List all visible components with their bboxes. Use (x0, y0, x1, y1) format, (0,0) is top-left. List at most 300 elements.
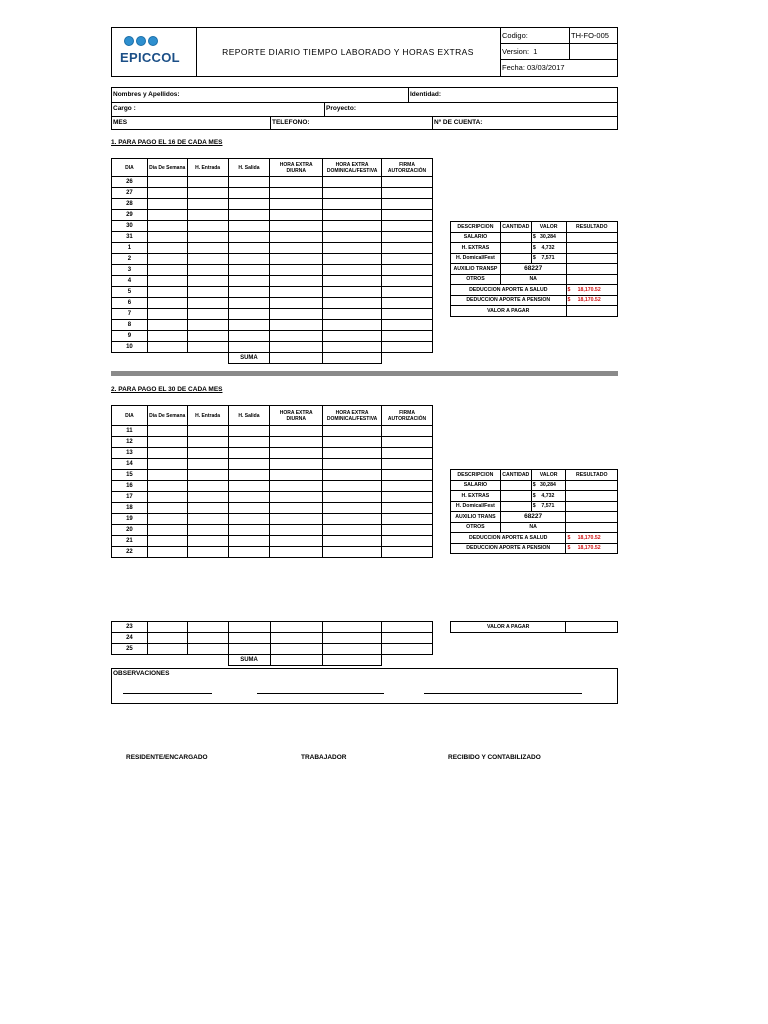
time-entry-cell[interactable] (228, 342, 270, 353)
company-logo (112, 28, 197, 76)
time-entry-cell[interactable] (382, 622, 433, 633)
time-entry-cell[interactable] (270, 481, 323, 492)
time-entry-cell[interactable] (187, 199, 228, 210)
time-entry-cell[interactable] (147, 232, 187, 243)
section1-table (111, 158, 433, 364)
time-entry-cell[interactable] (147, 514, 187, 525)
time-entry-cell[interactable] (323, 331, 382, 342)
time-entry-cell[interactable] (382, 177, 433, 188)
time-entry-cell[interactable] (323, 536, 382, 547)
col-h-salida: H. Salida (228, 159, 270, 177)
cantidad-cell[interactable] (500, 243, 531, 254)
time-entry-cell[interactable] (323, 448, 382, 459)
time-entry-cell[interactable] (147, 210, 187, 221)
time-entry-cell[interactable] (323, 298, 382, 309)
auxilio-label: AUXILIO TRANS (451, 512, 501, 523)
col-dia-semana: Dia De Semana (147, 159, 187, 177)
time-entry-cell[interactable] (270, 536, 323, 547)
cantidad-cell[interactable] (500, 501, 531, 512)
time-entry-cell[interactable] (270, 470, 323, 481)
resultado-cell[interactable] (566, 480, 618, 491)
time-entry-cell[interactable] (147, 633, 187, 644)
signature-line-trabajador[interactable] (257, 693, 384, 694)
day-number: 11 (112, 426, 148, 437)
day-number: 25 (112, 644, 148, 655)
time-entry-cell[interactable] (323, 426, 382, 437)
section1-heading: 1. PARA PAGO EL 16 DE CADA MES (111, 139, 223, 146)
time-entry-cell[interactable] (382, 633, 433, 644)
resultado-cell[interactable] (566, 512, 618, 523)
day-row (112, 276, 433, 287)
time-entry-cell[interactable] (323, 320, 382, 331)
summary-header: RESULTADO (566, 222, 617, 233)
time-entry-cell[interactable] (228, 265, 270, 276)
time-entry-cell[interactable] (270, 331, 323, 342)
time-entry-cell[interactable] (382, 265, 433, 276)
logo-circles-icon (124, 36, 158, 46)
otros-label: OTROS (451, 274, 501, 285)
time-entry-cell[interactable] (270, 426, 323, 437)
time-entry-cell[interactable] (270, 492, 323, 503)
time-entry-cell[interactable] (147, 481, 187, 492)
otros-value: NA (500, 274, 566, 285)
time-entry-cell[interactable] (382, 448, 433, 459)
logo-text: EPICCOL (120, 50, 180, 65)
time-entry-cell[interactable] (147, 525, 187, 536)
time-entry-cell[interactable] (382, 481, 433, 492)
time-entry-cell[interactable] (382, 514, 433, 525)
day-number: 8 (112, 320, 148, 331)
time-entry-cell[interactable] (323, 481, 382, 492)
time-entry-cell[interactable] (147, 342, 187, 353)
time-entry-cell[interactable] (187, 221, 228, 232)
time-entry-cell[interactable] (147, 470, 187, 481)
time-entry-cell[interactable] (270, 622, 323, 633)
time-entry-cell[interactable] (228, 243, 270, 254)
day-number: 1 (112, 243, 148, 254)
time-entry-cell[interactable] (147, 309, 187, 320)
time-entry-cell[interactable] (270, 514, 323, 525)
time-entry-cell[interactable] (147, 492, 187, 503)
time-entry-cell[interactable] (187, 459, 228, 470)
time-entry-cell[interactable] (228, 481, 270, 492)
day-number: 9 (112, 331, 148, 342)
time-entry-cell[interactable] (147, 265, 187, 276)
valor-pagar-cell[interactable] (566, 306, 617, 317)
time-entry-cell[interactable] (147, 298, 187, 309)
time-entry-cell[interactable] (323, 254, 382, 265)
time-entry-cell[interactable] (187, 525, 228, 536)
day-number: 31 (112, 232, 148, 243)
time-entry-cell[interactable] (228, 177, 270, 188)
time-entry-cell[interactable] (228, 309, 270, 320)
document-meta (500, 28, 617, 76)
time-entry-cell[interactable] (323, 514, 382, 525)
time-entry-cell[interactable] (270, 633, 323, 644)
time-entry-cell[interactable] (228, 448, 270, 459)
time-entry-cell[interactable] (187, 503, 228, 514)
time-entry-cell[interactable] (323, 547, 382, 558)
time-entry-cell[interactable] (323, 342, 382, 353)
time-entry-cell[interactable] (187, 448, 228, 459)
time-entry-cell[interactable] (382, 298, 433, 309)
time-entry-cell[interactable] (270, 503, 323, 514)
time-entry-cell[interactable] (228, 210, 270, 221)
time-entry-cell[interactable] (382, 342, 433, 353)
time-entry-cell[interactable] (228, 503, 270, 514)
time-entry-cell[interactable] (323, 210, 382, 221)
extras-label: H. EXTRAS (451, 491, 501, 502)
time-entry-cell[interactable] (187, 481, 228, 492)
time-entry-cell[interactable] (228, 426, 270, 437)
time-entry-cell[interactable] (147, 622, 187, 633)
time-entry-cell[interactable] (228, 536, 270, 547)
time-entry-cell[interactable] (228, 298, 270, 309)
day-row (112, 210, 433, 221)
time-entry-cell[interactable] (382, 536, 433, 547)
time-entry-cell[interactable] (187, 210, 228, 221)
telefono-field[interactable]: TELEFONO: (270, 116, 434, 130)
resultado-cell[interactable] (566, 522, 618, 533)
time-entry-cell[interactable] (382, 644, 433, 655)
day-number: 2 (112, 254, 148, 265)
employee-info (111, 87, 618, 130)
col-firma: FIRMA AUTORIZACIÓN (382, 406, 433, 426)
section-divider (111, 371, 618, 376)
codigo-row (500, 28, 617, 44)
col-extra-diurna: HORA EXTRA DIURNA (270, 406, 323, 426)
time-entry-cell[interactable] (270, 448, 323, 459)
auxilio-label: AUXILIO TRANSP (451, 264, 501, 275)
signature-line-residente[interactable] (123, 693, 212, 694)
col-extra-diurna: HORA EXTRA DIURNA (270, 159, 323, 177)
time-entry-cell[interactable] (147, 448, 187, 459)
suma-cell[interactable] (270, 353, 323, 364)
auxilio-value: 68227 (500, 264, 566, 275)
time-entry-cell[interactable] (187, 622, 228, 633)
time-entry-cell[interactable] (323, 221, 382, 232)
time-entry-cell[interactable] (228, 287, 270, 298)
time-entry-cell[interactable] (228, 331, 270, 342)
time-entry-cell[interactable] (187, 547, 228, 558)
time-entry-cell[interactable] (270, 437, 323, 448)
time-entry-cell[interactable] (187, 188, 228, 199)
suma-label: SUMA (228, 655, 270, 666)
day-number: 6 (112, 298, 148, 309)
time-entry-cell[interactable] (382, 276, 433, 287)
time-entry-cell[interactable] (228, 633, 270, 644)
time-entry-cell[interactable] (228, 644, 270, 655)
identidad-field[interactable]: Identidad: (408, 88, 619, 102)
signature-line-recibido[interactable] (424, 693, 582, 694)
mes-field[interactable]: MES (113, 119, 128, 126)
resultado-cell[interactable] (566, 491, 618, 502)
time-entry-cell[interactable] (270, 199, 323, 210)
time-entry-cell[interactable] (187, 470, 228, 481)
day-row (112, 470, 433, 481)
time-entry-cell[interactable] (270, 644, 323, 655)
day-number: 3 (112, 265, 148, 276)
time-entry-cell[interactable] (323, 309, 382, 320)
time-entry-cell[interactable] (382, 470, 433, 481)
time-entry-cell[interactable] (270, 276, 323, 287)
time-entry-cell[interactable] (323, 622, 382, 633)
time-entry-cell[interactable] (323, 633, 382, 644)
cantidad-cell[interactable] (500, 232, 531, 243)
day-row (112, 177, 433, 188)
valor-pagar-label: VALOR A PAGAR (451, 622, 566, 633)
time-entry-cell[interactable] (270, 525, 323, 536)
time-entry-cell[interactable] (187, 320, 228, 331)
codigo-value: TH-FO-005 (571, 31, 609, 40)
resultado-cell[interactable] (566, 501, 618, 512)
time-entry-cell[interactable] (382, 199, 433, 210)
signature-recibido-label: RECIBIDO Y CONTABILIZADO (448, 754, 541, 761)
time-entry-cell[interactable] (228, 254, 270, 265)
time-entry-cell[interactable] (228, 188, 270, 199)
resultado-cell[interactable] (566, 243, 617, 254)
time-entry-cell[interactable] (270, 547, 323, 558)
section2-heading: 2. PARA PAGO EL 30 DE CADA MES (111, 386, 223, 393)
time-entry-cell[interactable] (323, 199, 382, 210)
time-entry-cell[interactable] (382, 426, 433, 437)
time-entry-cell[interactable] (228, 547, 270, 558)
time-entry-cell[interactable] (187, 298, 228, 309)
time-entry-cell[interactable] (147, 536, 187, 547)
time-entry-cell[interactable] (323, 265, 382, 276)
salario-value: $ 30,284 (531, 232, 566, 243)
time-entry-cell[interactable] (270, 243, 323, 254)
day-row (112, 254, 433, 265)
time-entry-cell[interactable] (228, 199, 270, 210)
time-entry-cell[interactable] (187, 309, 228, 320)
pension-label: DEDUCCION APORTE A PENSION (451, 543, 566, 554)
time-entry-cell[interactable] (187, 243, 228, 254)
time-entry-cell[interactable] (323, 492, 382, 503)
time-entry-cell[interactable] (187, 331, 228, 342)
time-entry-cell[interactable] (187, 426, 228, 437)
resultado-cell[interactable] (566, 232, 617, 243)
time-entry-cell[interactable] (270, 459, 323, 470)
time-entry-cell[interactable] (382, 232, 433, 243)
salud-label: DEDUCCION APORTE A SALUD (451, 285, 567, 296)
time-entry-cell[interactable] (323, 276, 382, 287)
suma-cell[interactable] (323, 353, 382, 364)
time-entry-cell[interactable] (187, 342, 228, 353)
time-entry-cell[interactable] (147, 459, 187, 470)
signature-trabajador-label: TRABAJADOR (301, 754, 347, 761)
time-entry-cell[interactable] (147, 287, 187, 298)
col-dia: DIA (112, 159, 148, 177)
cantidad-cell[interactable] (500, 491, 531, 502)
time-entry-cell[interactable] (323, 525, 382, 536)
time-entry-cell[interactable] (382, 331, 433, 342)
time-entry-cell[interactable] (382, 503, 433, 514)
time-entry-cell[interactable] (147, 276, 187, 287)
time-entry-cell[interactable] (147, 331, 187, 342)
time-entry-cell[interactable] (382, 547, 433, 558)
time-entry-cell[interactable] (270, 342, 323, 353)
time-entry-cell[interactable] (147, 243, 187, 254)
auxilio-value: 68227 (500, 512, 566, 523)
time-entry-cell[interactable] (382, 221, 433, 232)
time-entry-cell[interactable] (147, 188, 187, 199)
time-entry-cell[interactable] (270, 210, 323, 221)
time-entry-cell[interactable] (270, 320, 323, 331)
extras-value: $ 4,732 (531, 491, 566, 502)
time-entry-cell[interactable] (270, 309, 323, 320)
cargo-field[interactable]: Cargo : (113, 105, 136, 112)
day-row (112, 503, 433, 514)
time-entry-cell[interactable] (382, 492, 433, 503)
day-row (112, 644, 433, 655)
time-entry-cell[interactable] (147, 221, 187, 232)
time-entry-cell[interactable] (382, 243, 433, 254)
day-row (112, 633, 433, 644)
day-number: 17 (112, 492, 148, 503)
time-entry-cell[interactable] (187, 536, 228, 547)
day-row (112, 221, 433, 232)
time-entry-cell[interactable] (323, 459, 382, 470)
time-entry-cell[interactable] (147, 644, 187, 655)
summary-header: CANTIDAD (500, 470, 531, 481)
section2-table-continued (111, 621, 433, 666)
time-entry-cell[interactable] (382, 287, 433, 298)
day-row (112, 481, 433, 492)
time-entry-cell[interactable] (228, 221, 270, 232)
time-entry-cell[interactable] (270, 298, 323, 309)
resultado-cell[interactable] (566, 253, 617, 264)
col-extra-dominical: HORA EXTRA DOMINICAL/FESTIVA (323, 159, 382, 177)
time-entry-cell[interactable] (382, 210, 433, 221)
day-row (112, 536, 433, 547)
observaciones-label: OBSERVACIONES (113, 670, 170, 677)
domfest-value: $ 7,571 (531, 253, 566, 264)
suma-cell[interactable] (270, 655, 323, 666)
time-entry-cell[interactable] (228, 276, 270, 287)
time-entry-cell[interactable] (228, 514, 270, 525)
valor-pagar-cell[interactable] (566, 622, 618, 633)
resultado-cell[interactable] (566, 264, 617, 275)
domfest-label: H. Domical/Fest (451, 501, 501, 512)
time-entry-cell[interactable] (323, 470, 382, 481)
signature-residente-label: RESIDENTE/ENCARGADO (126, 754, 208, 761)
time-entry-cell[interactable] (187, 265, 228, 276)
time-entry-cell[interactable] (228, 470, 270, 481)
time-entry-cell[interactable] (270, 188, 323, 199)
time-entry-cell[interactable] (147, 437, 187, 448)
time-entry-cell[interactable] (228, 232, 270, 243)
version-row (500, 44, 617, 60)
valor-pagar-label: VALOR A PAGAR (451, 306, 567, 317)
resultado-cell[interactable] (566, 274, 617, 285)
time-entry-cell[interactable] (187, 633, 228, 644)
time-entry-cell[interactable] (228, 492, 270, 503)
time-entry-cell[interactable] (382, 320, 433, 331)
time-entry-cell[interactable] (228, 459, 270, 470)
day-row (112, 459, 433, 470)
col-dia-semana: Dia De Semana (147, 406, 187, 426)
time-entry-cell[interactable] (382, 459, 433, 470)
day-row (112, 426, 433, 437)
pension-value: $ 18,170.52 (566, 295, 617, 306)
time-entry-cell[interactable] (323, 232, 382, 243)
time-entry-cell[interactable] (228, 622, 270, 633)
time-entry-cell[interactable] (323, 243, 382, 254)
time-entry-cell[interactable] (270, 177, 323, 188)
day-number: 14 (112, 459, 148, 470)
day-row (112, 525, 433, 536)
time-entry-cell[interactable] (228, 525, 270, 536)
time-entry-cell[interactable] (323, 188, 382, 199)
time-entry-cell[interactable] (228, 320, 270, 331)
time-entry-cell[interactable] (323, 437, 382, 448)
day-row (112, 622, 433, 633)
day-row (112, 232, 433, 243)
time-entry-cell[interactable] (382, 309, 433, 320)
time-entry-cell[interactable] (147, 503, 187, 514)
time-entry-cell[interactable] (187, 254, 228, 265)
time-entry-cell[interactable] (147, 199, 187, 210)
time-entry-cell[interactable] (187, 177, 228, 188)
cantidad-cell[interactable] (500, 480, 531, 491)
time-entry-cell[interactable] (187, 232, 228, 243)
time-entry-cell[interactable] (323, 177, 382, 188)
document-header (111, 27, 618, 77)
time-entry-cell[interactable] (187, 437, 228, 448)
suma-cell[interactable] (323, 655, 382, 666)
time-entry-cell[interactable] (382, 525, 433, 536)
time-entry-cell[interactable] (323, 644, 382, 655)
time-entry-cell[interactable] (187, 276, 228, 287)
proyecto-field[interactable]: Proyecto: (324, 102, 619, 116)
time-entry-cell[interactable] (382, 437, 433, 448)
time-entry-cell[interactable] (270, 232, 323, 243)
time-entry-cell[interactable] (228, 437, 270, 448)
time-entry-cell[interactable] (323, 503, 382, 514)
domfest-value: $ 7,571 (531, 501, 566, 512)
nombres-field[interactable]: Nombres y Apellidos: (113, 91, 180, 98)
day-row (112, 309, 433, 320)
time-entry-cell[interactable] (187, 287, 228, 298)
time-entry-cell[interactable] (147, 177, 187, 188)
time-entry-cell[interactable] (270, 265, 323, 276)
observaciones-box[interactable] (111, 668, 618, 704)
day-number: 4 (112, 276, 148, 287)
time-entry-cell[interactable] (270, 287, 323, 298)
salario-label: SALARIO (451, 232, 501, 243)
time-entry-cell[interactable] (147, 547, 187, 558)
time-entry-cell[interactable] (147, 320, 187, 331)
day-number: 30 (112, 221, 148, 232)
time-entry-cell[interactable] (187, 492, 228, 503)
time-entry-cell[interactable] (270, 221, 323, 232)
time-entry-cell[interactable] (270, 254, 323, 265)
time-entry-cell[interactable] (382, 188, 433, 199)
time-entry-cell[interactable] (382, 254, 433, 265)
time-entry-cell[interactable] (323, 287, 382, 298)
cantidad-cell[interactable] (500, 253, 531, 264)
col-h-salida: H. Salida (228, 406, 270, 426)
cuenta-field[interactable]: Nº DE CUENTA: (432, 116, 619, 130)
summary-header: RESULTADO (566, 470, 618, 481)
time-entry-cell[interactable] (187, 644, 228, 655)
time-entry-cell[interactable] (187, 514, 228, 525)
version-value: 1 (533, 47, 538, 56)
day-number: 23 (112, 622, 148, 633)
time-entry-cell[interactable] (147, 254, 187, 265)
time-entry-cell[interactable] (147, 426, 187, 437)
